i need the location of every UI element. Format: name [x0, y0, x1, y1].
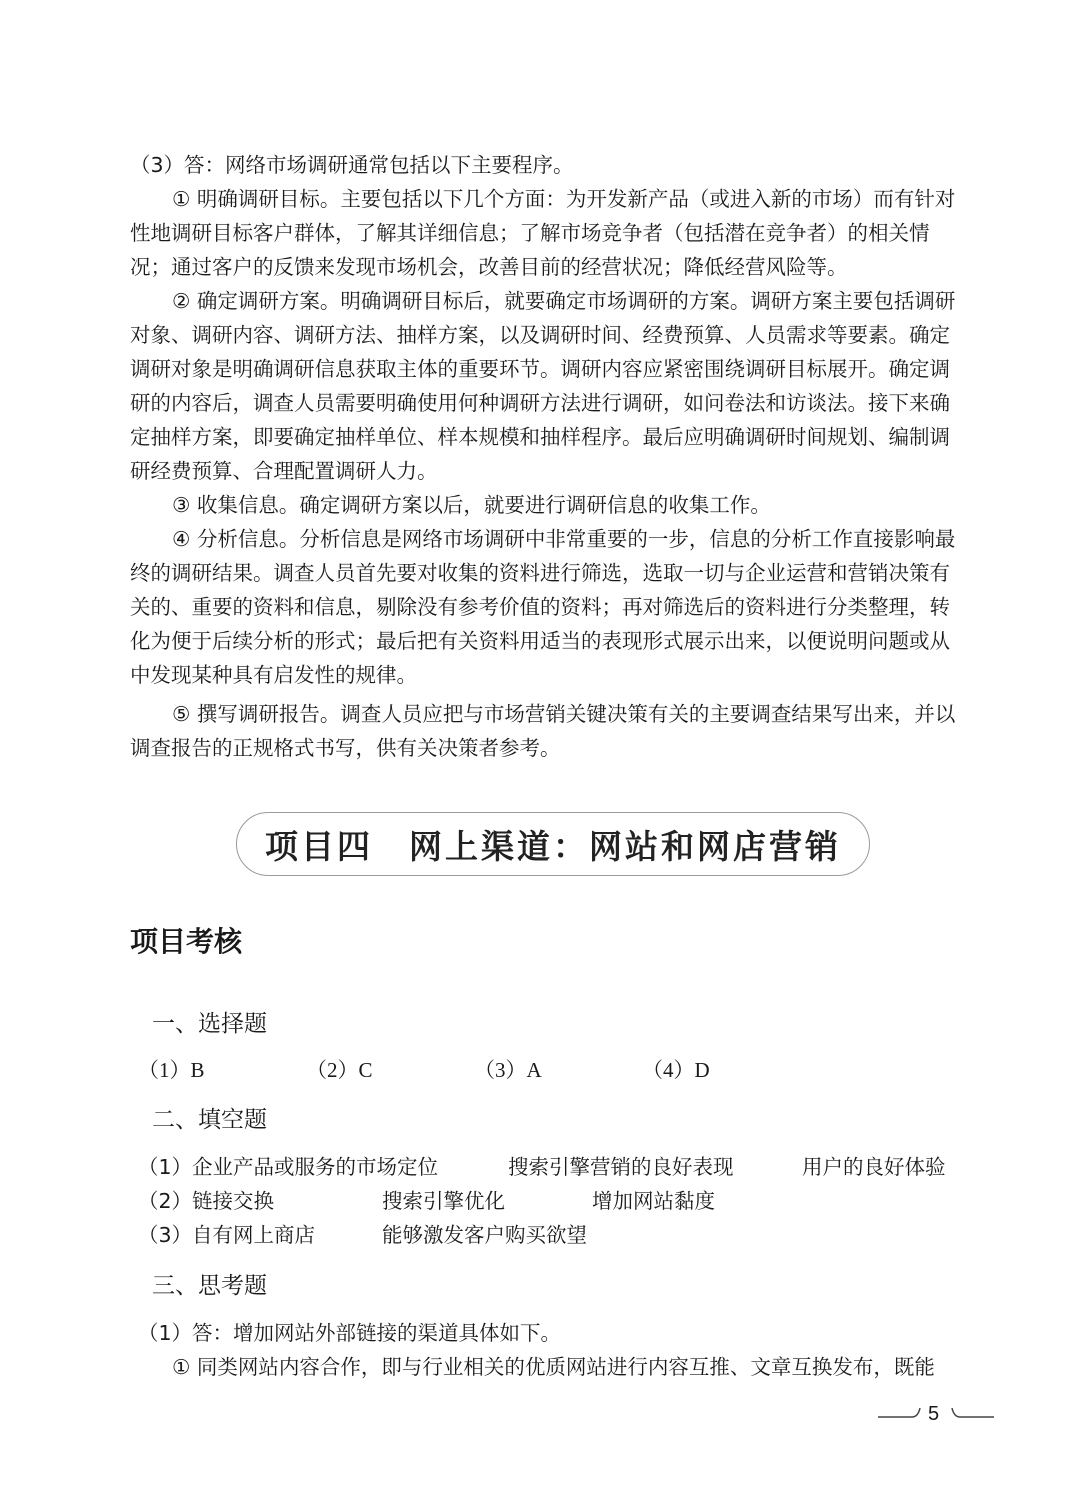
answer-3: （3）A: [474, 1058, 542, 1082]
think-answer-1-item: ① 同类网站内容合作，即与行业相关的优质网站进行内容互推、文章互换发布，既能: [172, 1355, 935, 1379]
section-1-title: 一、选择题: [152, 1011, 267, 1037]
page-number: 5: [928, 1403, 940, 1425]
fill-1-c: 用户的良好体验: [802, 1155, 946, 1179]
project-banner: [236, 812, 870, 876]
paragraph-intro: （3）答：网络市场调研通常包括以下主要程序。: [130, 153, 574, 177]
fill-3-b: 能够激发客户购买欲望: [382, 1223, 587, 1247]
fill-2-a: （2）链接交换: [138, 1189, 275, 1213]
answer-2: （2）C: [306, 1058, 373, 1082]
section-2-title: 二、填空题: [152, 1107, 267, 1133]
fill-3-a: （3）自有网上商店: [138, 1223, 316, 1247]
section-heading: 项目考核: [130, 925, 243, 958]
fill-2-c: 增加网站黏度: [592, 1189, 715, 1213]
fill-2-b: 搜索引擎优化: [382, 1189, 505, 1213]
paragraph-step-3: ③ 收集信息。确定调研方案以后，就要进行调研信息的收集工作。: [172, 493, 771, 517]
section-3-title: 三、思考题: [152, 1273, 267, 1299]
answer-1: （1）B: [138, 1058, 205, 1082]
paragraph-step-2: ② 确定调研方案。明确调研目标后，就要确定市场调研的方案。调研方案主要包括调研对象、调研内容、调研方法、抽样方案，以及调研时间、经费预算、人员需求等要素。确定调研对象是明确调研信息获取主体的重要环节。调研内容应紧密围绕调研目标展开。确定调研的内容后，调查人员需要明确使用何种调研方法进行调研，如问卷法和访谈法。接下来确定抽样方案，即要确定抽样单位、样本规模和抽样程序。最后应明确调研时间规划、编制调研经费预算、合理配置调研人力。: [130, 289, 956, 483]
paragraph-step-5: ⑤ 撰写调研报告。调查人员应把与市场营销关键决策有关的主要调查结果写出来，并以调查报告的正规格式书写，供有关决策者参考。: [130, 702, 956, 760]
fill-1-b: 搜索引擎营销的良好表现: [508, 1155, 734, 1179]
project-banner-title: 项目四 网上渠道：网站和网店营销: [265, 826, 841, 866]
fill-1-a: （1）企业产品或服务的市场定位: [138, 1155, 439, 1179]
paragraph-step-1: ① 明确调研目标。主要包括以下几个方面：为开发新产品（或进入新的市场）而有针对性地调研目标客户群体，了解其详细信息；了解市场竞争者（包括潜在竞争者）的相关情况；通过客户的反馈来发现市场机会，改善目前的经营状况；降低经营风险等。: [130, 187, 956, 279]
paragraph-step-4: ④ 分析信息。分析信息是网络市场调研中非常重要的一步，信息的分析工作直接影响最终的调研结果。调查人员首先要对收集的资料进行筛选，选取一切与企业运营和营销决策有关的、重要的资料和信息，剔除没有参考价值的资料；再对筛选后的资料进行分类整理，转化为便于后续分析的形式；最后把有关资料用适当的表现形式展示出来，以便说明问题或从中发现某种具有启发性的规律。: [130, 527, 956, 687]
answer-4: （4）D: [642, 1058, 710, 1082]
think-answer-1: （1）答：增加网站外部链接的渠道具体如下。: [138, 1321, 562, 1345]
